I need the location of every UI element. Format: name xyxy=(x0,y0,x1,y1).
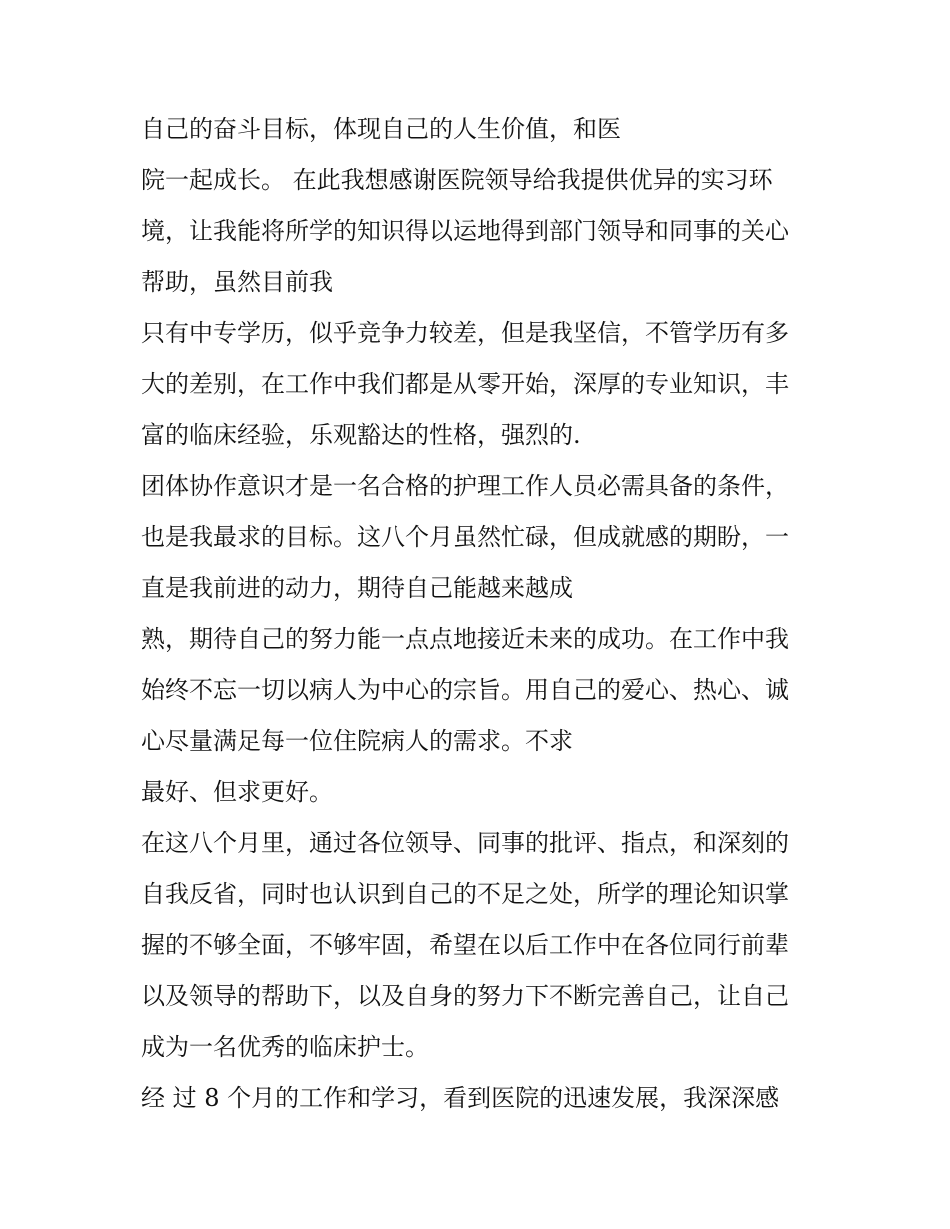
text-line: 经 过 8 个月的工作和学习，看到医院的迅速发展，我深深感 xyxy=(141,1084,780,1112)
text-line: 成为一名优秀的临床护士。 xyxy=(141,1033,429,1061)
text-line: 熟，期待自己的努力能一点点地接近未来的成功。在工作中我 xyxy=(141,625,789,653)
text-line: 以及领导的帮助下，以及自身的努力下不断完善自己，让自己 xyxy=(141,982,789,1010)
text-line: 自己的奋斗目标，体现自己的人生价值，和医 xyxy=(141,115,621,143)
text-line: 境，让我能将所学的知识得以运地得到部门领导和同事的关心 xyxy=(141,217,789,245)
text-line: 大的差别，在工作中我们都是从零开始，深厚的专业知识，丰 xyxy=(141,370,789,398)
text-line: 富的临床经验，乐观豁达的性格，强烈的. xyxy=(141,421,581,449)
text-line: 直是我前进的动力，期待自己能越来越成 xyxy=(141,574,573,602)
text-line: 也是我最求的目标。这八个月虽然忙碌，但成就感的期盼，一 xyxy=(141,523,789,551)
text-line: 帮助，虽然目前我 xyxy=(141,268,333,296)
text-line: 在这八个月里，通过各位领导、同事的批评、指点，和深刻的 xyxy=(141,829,789,857)
text-line: 握的不够全面，不够牢固，希望在以后工作中在各位同行前辈 xyxy=(141,931,789,959)
text-line: 始终不忘一切以病人为中心的宗旨。用自己的爱心、热心、诚 xyxy=(141,676,789,704)
text-line: 自我反省，同时也认识到自己的不足之处，所学的理论知识掌 xyxy=(141,880,789,908)
text-line: 最好、但求更好。 xyxy=(141,778,333,806)
text-line: 只有中专学历，似乎竞争力较差，但是我坚信，不管学历有多 xyxy=(141,319,789,347)
text-line: 团体协作意识才是一名合格的护理工作人员必需具备的条件， xyxy=(141,472,789,500)
text-line: 心尽量满足每一位住院病人的需求。不求 xyxy=(141,727,573,755)
text-line: 院一起成长。 在此我想感谢医院领导给我提供优异的实习环 xyxy=(141,166,773,194)
